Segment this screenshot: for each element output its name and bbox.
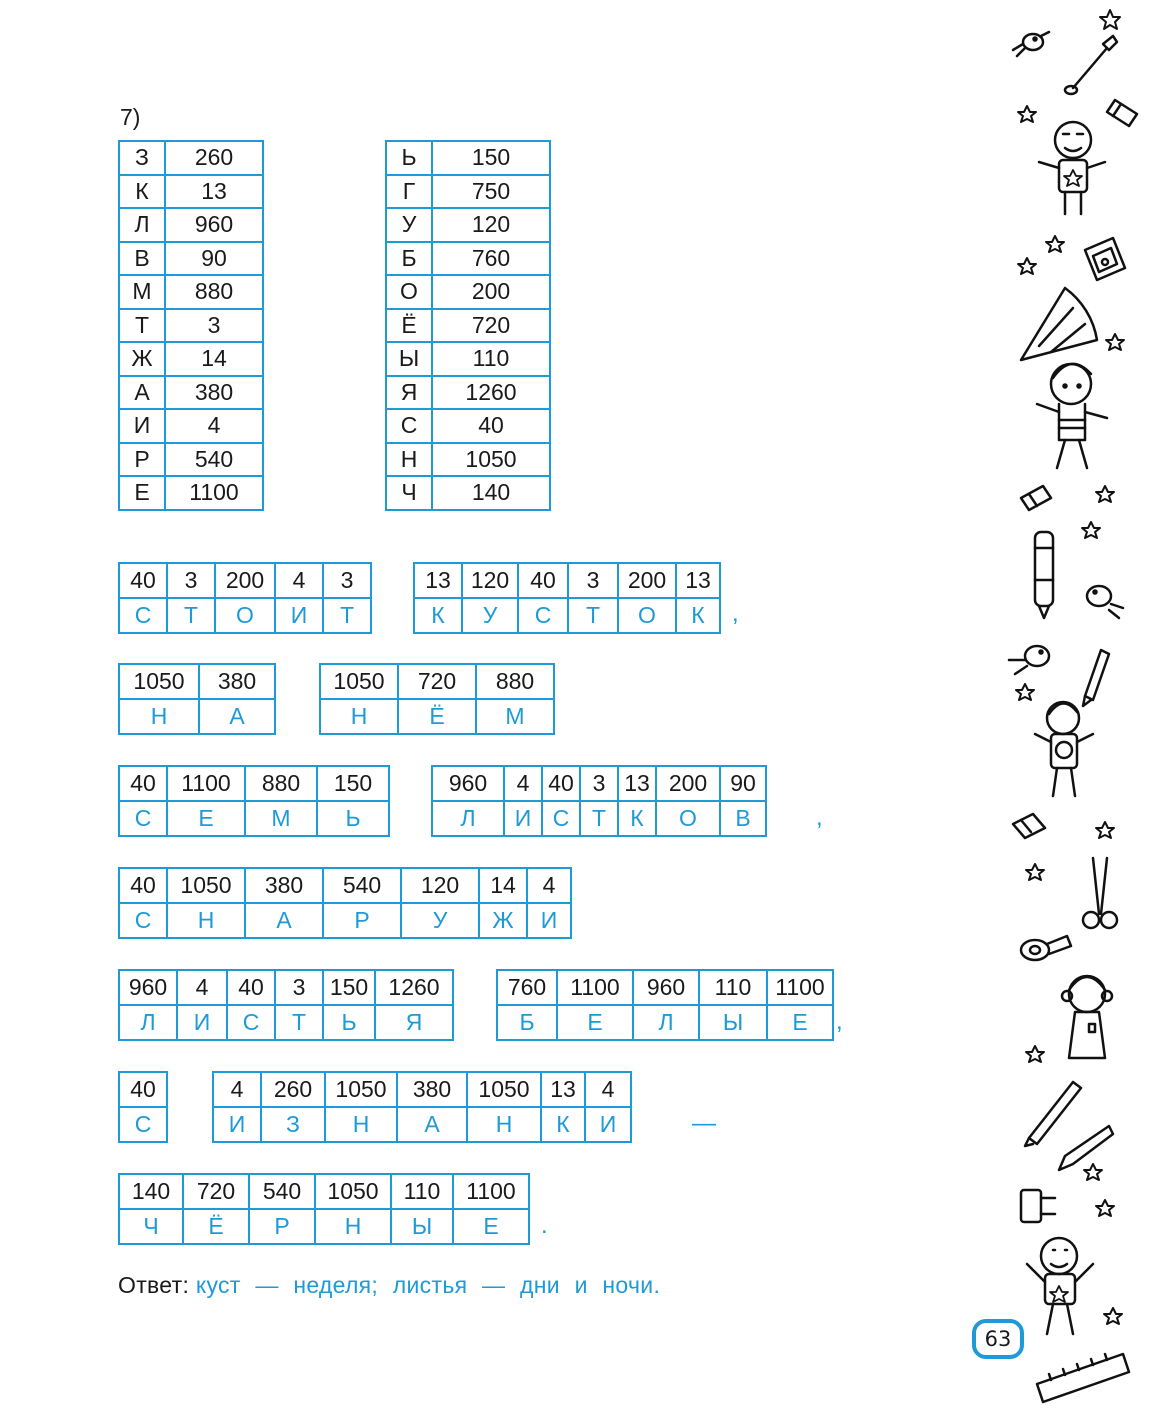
word-box-chyornye — [118, 1173, 530, 1245]
key-row — [386, 443, 550, 477]
key-letter: Н — [386, 443, 432, 477]
decoded-letter: К — [676, 598, 720, 633]
word-box-stoit — [118, 562, 372, 634]
decoded-letter: Р — [323, 903, 401, 938]
decoded-letter: Н — [167, 903, 245, 938]
key-value: 14 — [165, 342, 263, 376]
decoded-letter: М — [245, 801, 317, 836]
star-icon — [1096, 1200, 1114, 1216]
clip-icon — [1021, 1190, 1055, 1222]
code-number: 4 — [504, 766, 542, 801]
code-number: 200 — [618, 563, 676, 598]
decoded-letter: А — [245, 903, 323, 938]
key-value: 110 — [432, 342, 550, 376]
letter-row — [213, 1107, 631, 1142]
letter-row — [119, 598, 371, 633]
decoded-letter: С — [119, 598, 167, 633]
key-row — [386, 342, 550, 376]
decoded-letter: С — [119, 1107, 167, 1142]
key-row — [119, 175, 263, 209]
number-row — [320, 664, 554, 699]
code-number: 540 — [323, 868, 401, 903]
key-value: 720 — [432, 309, 550, 343]
code-number: 200 — [215, 563, 275, 598]
key-letter: Е — [119, 476, 165, 510]
eraser-icon — [1013, 814, 1045, 838]
key-row — [119, 141, 263, 175]
comma: , — [836, 1008, 843, 1035]
code-number: 1100 — [557, 970, 633, 1005]
letter-row — [432, 801, 766, 836]
star-icon — [1018, 236, 1064, 274]
decoded-letter: Н — [315, 1209, 391, 1244]
star-icon — [1100, 10, 1120, 29]
key-value: 260 — [165, 141, 263, 175]
page-number: 63 — [972, 1319, 1024, 1359]
decoded-letter: Е — [557, 1005, 633, 1040]
code-number: 13 — [676, 563, 720, 598]
decoded-letter: И — [527, 903, 571, 938]
decoded-letter: Т — [568, 598, 618, 633]
code-number: 260 — [261, 1072, 325, 1107]
number-row — [119, 563, 371, 598]
girl-icon — [1062, 976, 1112, 1058]
code-number: 1050 — [467, 1072, 541, 1107]
key-value: 1260 — [432, 376, 550, 410]
code-number: 3 — [167, 563, 215, 598]
key-value: 13 — [165, 175, 263, 209]
key-row — [386, 242, 550, 276]
word-box-s — [118, 1071, 168, 1143]
code-number: 110 — [391, 1174, 453, 1209]
key-letter: О — [386, 275, 432, 309]
decoded-letter: И — [177, 1005, 227, 1040]
code-number: 40 — [119, 1072, 167, 1107]
code-number: 120 — [462, 563, 518, 598]
code-number: 13 — [414, 563, 462, 598]
key-row — [386, 309, 550, 343]
key-value: 4 — [165, 409, 263, 443]
key-letter: И — [119, 409, 165, 443]
key-letter: Ж — [119, 342, 165, 376]
code-number: 120 — [401, 868, 479, 903]
number-row — [414, 563, 720, 598]
decoded-letter: У — [462, 598, 518, 633]
key-letter: Ё — [386, 309, 432, 343]
bird-icon — [1013, 32, 1049, 56]
code-number: 380 — [199, 664, 275, 699]
key-value: 1050 — [432, 443, 550, 477]
decoded-letter: Е — [767, 1005, 833, 1040]
key-row — [386, 409, 550, 443]
key-row — [119, 376, 263, 410]
decoded-letter: Л — [633, 1005, 699, 1040]
decoded-letter: М — [476, 699, 554, 734]
key-value: 140 — [432, 476, 550, 510]
decoded-letter: О — [656, 801, 720, 836]
star-icon — [1026, 1046, 1044, 1062]
word-box-belye — [496, 969, 834, 1041]
key-letter: Б — [386, 242, 432, 276]
code-number: 14 — [479, 868, 527, 903]
decoded-letter: К — [414, 598, 462, 633]
code-number: 880 — [245, 766, 317, 801]
letter-row — [119, 699, 275, 734]
answer-line — [118, 1272, 660, 1299]
decoded-letter: С — [119, 903, 167, 938]
comma: , — [732, 600, 739, 627]
decoded-letter: Ё — [398, 699, 476, 734]
key-letter: У — [386, 208, 432, 242]
key-value: 380 — [165, 376, 263, 410]
code-number: 40 — [119, 868, 167, 903]
letter-row — [320, 699, 554, 734]
code-number: 3 — [580, 766, 618, 801]
key-row — [119, 342, 263, 376]
decoded-letter: Е — [453, 1209, 529, 1244]
doodle-border — [995, 0, 1164, 1418]
word-box-snaruzhi — [118, 867, 572, 939]
word-box-listya — [118, 969, 454, 1041]
letter-row — [119, 1107, 167, 1142]
key-value: 760 — [432, 242, 550, 276]
key-row — [119, 476, 263, 510]
decoded-letter: К — [541, 1107, 585, 1142]
decoded-letter: Я — [375, 1005, 453, 1040]
code-number: 380 — [245, 868, 323, 903]
code-number: 3 — [275, 970, 323, 1005]
key-row — [386, 175, 550, 209]
number-row — [119, 970, 453, 1005]
star-icon — [1104, 1308, 1122, 1324]
decoded-letter: С — [227, 1005, 275, 1040]
key-letter: Ь — [386, 141, 432, 175]
key-value: 3 — [165, 309, 263, 343]
key-row — [119, 443, 263, 477]
decoded-letter: Т — [275, 1005, 323, 1040]
code-number: 1100 — [767, 970, 833, 1005]
decoded-letter: А — [397, 1107, 467, 1142]
star-icon — [1018, 106, 1036, 122]
key-letter: М — [119, 275, 165, 309]
boy-icon — [1027, 1238, 1093, 1334]
word-box-iznanki — [212, 1071, 632, 1143]
boy-icon — [1035, 702, 1093, 796]
code-number: 1050 — [315, 1174, 391, 1209]
key-row — [386, 141, 550, 175]
code-number: 4 — [527, 868, 571, 903]
key-value: 90 — [165, 242, 263, 276]
star-icon — [1082, 486, 1114, 538]
key-letter: В — [119, 242, 165, 276]
decoded-letter: К — [618, 801, 656, 836]
girl-icon — [1037, 364, 1107, 468]
decoded-letter: Н — [320, 699, 398, 734]
key-row — [119, 275, 263, 309]
code-number: 40 — [119, 766, 167, 801]
decoded-letter: Ы — [699, 1005, 767, 1040]
decoded-letter: Ь — [317, 801, 389, 836]
key-value: 1100 — [165, 476, 263, 510]
decoded-letter: Л — [119, 1005, 177, 1040]
word-box-listkov — [431, 765, 767, 837]
number-row — [119, 1174, 529, 1209]
code-number: 13 — [618, 766, 656, 801]
cipher-key-right — [385, 140, 551, 511]
ruler-icon — [1037, 1354, 1129, 1402]
code-number: 960 — [432, 766, 504, 801]
code-number: 1100 — [167, 766, 245, 801]
decoded-letter: Т — [167, 598, 215, 633]
key-letter: Р — [119, 443, 165, 477]
answer-label: Ответ: — [118, 1272, 190, 1298]
code-number: 150 — [323, 970, 375, 1005]
code-number: 720 — [398, 664, 476, 699]
decoded-letter: Н — [325, 1107, 397, 1142]
protractor-icon — [1021, 288, 1097, 360]
decoded-letter: З — [261, 1107, 325, 1142]
key-letter: К — [119, 175, 165, 209]
decoded-letter: Н — [119, 699, 199, 734]
comma: , — [816, 804, 823, 831]
star-icon — [1106, 334, 1124, 350]
word-box-kustok — [413, 562, 721, 634]
decoded-letter: Ы — [391, 1209, 453, 1244]
pen-icon — [1025, 1082, 1081, 1146]
sharpener-icon — [1085, 238, 1125, 280]
key-letter: З — [119, 141, 165, 175]
key-value: 150 — [432, 141, 550, 175]
scissors-icon — [1083, 858, 1117, 928]
code-number: 40 — [542, 766, 580, 801]
decoded-letter: Л — [432, 801, 504, 836]
decoded-letter: И — [504, 801, 542, 836]
letter-row — [497, 1005, 833, 1040]
key-value: 750 — [432, 175, 550, 209]
code-number: 1050 — [320, 664, 398, 699]
decoded-letter: В — [720, 801, 766, 836]
bird-icon — [1009, 646, 1049, 674]
eraser-icon — [1021, 486, 1051, 510]
number-row — [213, 1072, 631, 1107]
decoded-letter: Е — [167, 801, 245, 836]
key-row — [386, 275, 550, 309]
letter-row — [119, 801, 389, 836]
key-letter: А — [119, 376, 165, 410]
decoded-letter: Т — [580, 801, 618, 836]
number-row — [119, 1072, 167, 1107]
code-number: 880 — [476, 664, 554, 699]
letter-row — [414, 598, 720, 633]
key-letter: Ы — [386, 342, 432, 376]
eraser-icon — [1107, 100, 1137, 126]
decoded-letter: Ь — [323, 1005, 375, 1040]
decoded-letter: Б — [497, 1005, 557, 1040]
word-box-na — [118, 663, 276, 735]
key-value: 200 — [432, 275, 550, 309]
pen-icon — [1035, 532, 1053, 618]
answer-text: куст — неделя; листья — дни и ночи. — [195, 1272, 661, 1298]
boy-icon — [1039, 122, 1105, 214]
key-value: 40 — [432, 409, 550, 443]
code-number: 1050 — [325, 1072, 397, 1107]
code-number: 3 — [568, 563, 618, 598]
brush-icon — [1065, 36, 1117, 94]
code-number: 140 — [119, 1174, 183, 1209]
number-row — [119, 664, 275, 699]
code-number: 1050 — [167, 868, 245, 903]
number-row — [432, 766, 766, 801]
number-row — [119, 766, 389, 801]
key-row — [386, 476, 550, 510]
decoded-letter: И — [585, 1107, 631, 1142]
word-box-nyom — [319, 663, 555, 735]
key-row — [386, 208, 550, 242]
code-number: 4 — [585, 1072, 631, 1107]
decoded-letter: Ж — [479, 903, 527, 938]
code-number: 40 — [119, 563, 167, 598]
number-row — [119, 868, 571, 903]
key-letter: Т — [119, 309, 165, 343]
key-letter: Л — [119, 208, 165, 242]
decoded-letter: И — [275, 598, 323, 633]
key-letter: Ч — [386, 476, 432, 510]
decoded-letter: Н — [467, 1107, 541, 1142]
code-number: 540 — [249, 1174, 315, 1209]
fountain-pen-icon — [1059, 1126, 1113, 1180]
key-value: 540 — [165, 443, 263, 477]
tape-icon — [1021, 936, 1071, 960]
exercise-number: 7) — [120, 104, 141, 130]
decoded-letter: С — [542, 801, 580, 836]
cipher-key-left — [118, 140, 264, 511]
code-number: 150 — [317, 766, 389, 801]
decoded-letter: Ё — [183, 1209, 249, 1244]
star-icon — [1016, 684, 1034, 700]
decoded-letter: О — [215, 598, 275, 633]
decoded-letter: Р — [249, 1209, 315, 1244]
decoded-letter: И — [213, 1107, 261, 1142]
key-row — [119, 409, 263, 443]
code-number: 760 — [497, 970, 557, 1005]
bird-icon — [1087, 586, 1123, 618]
pencil-icon — [1083, 650, 1109, 706]
code-number: 40 — [518, 563, 568, 598]
code-number: 960 — [633, 970, 699, 1005]
decoded-letter: С — [119, 801, 167, 836]
code-number: 13 — [541, 1072, 585, 1107]
code-number: 960 — [119, 970, 177, 1005]
key-letter: Г — [386, 175, 432, 209]
code-number: 4 — [177, 970, 227, 1005]
key-row — [386, 376, 550, 410]
decoded-letter: С — [518, 598, 568, 633]
code-number: 4 — [275, 563, 323, 598]
key-row — [119, 208, 263, 242]
key-value: 120 — [432, 208, 550, 242]
word-box-sem — [118, 765, 390, 837]
key-row — [119, 309, 263, 343]
period: . — [541, 1212, 548, 1239]
decoded-letter: У — [401, 903, 479, 938]
code-number: 1100 — [453, 1174, 529, 1209]
decoded-letter: А — [199, 699, 275, 734]
letter-row — [119, 903, 571, 938]
decoded-letter: О — [618, 598, 676, 633]
key-value: 880 — [165, 275, 263, 309]
code-number: 200 — [656, 766, 720, 801]
code-number: 380 — [397, 1072, 467, 1107]
code-number: 110 — [699, 970, 767, 1005]
decoded-letter: Т — [323, 598, 371, 633]
letter-row — [119, 1005, 453, 1040]
code-number: 90 — [720, 766, 766, 801]
code-number: 3 — [323, 563, 371, 598]
code-number: 1260 — [375, 970, 453, 1005]
code-number: 720 — [183, 1174, 249, 1209]
key-letter: Я — [386, 376, 432, 410]
key-letter: С — [386, 409, 432, 443]
key-row — [119, 242, 263, 276]
dash: — — [692, 1110, 716, 1137]
code-number: 1050 — [119, 664, 199, 699]
code-number: 40 — [227, 970, 275, 1005]
number-row — [497, 970, 833, 1005]
letter-row — [119, 1209, 529, 1244]
key-value: 960 — [165, 208, 263, 242]
code-number: 4 — [213, 1072, 261, 1107]
decoded-letter: Ч — [119, 1209, 183, 1244]
